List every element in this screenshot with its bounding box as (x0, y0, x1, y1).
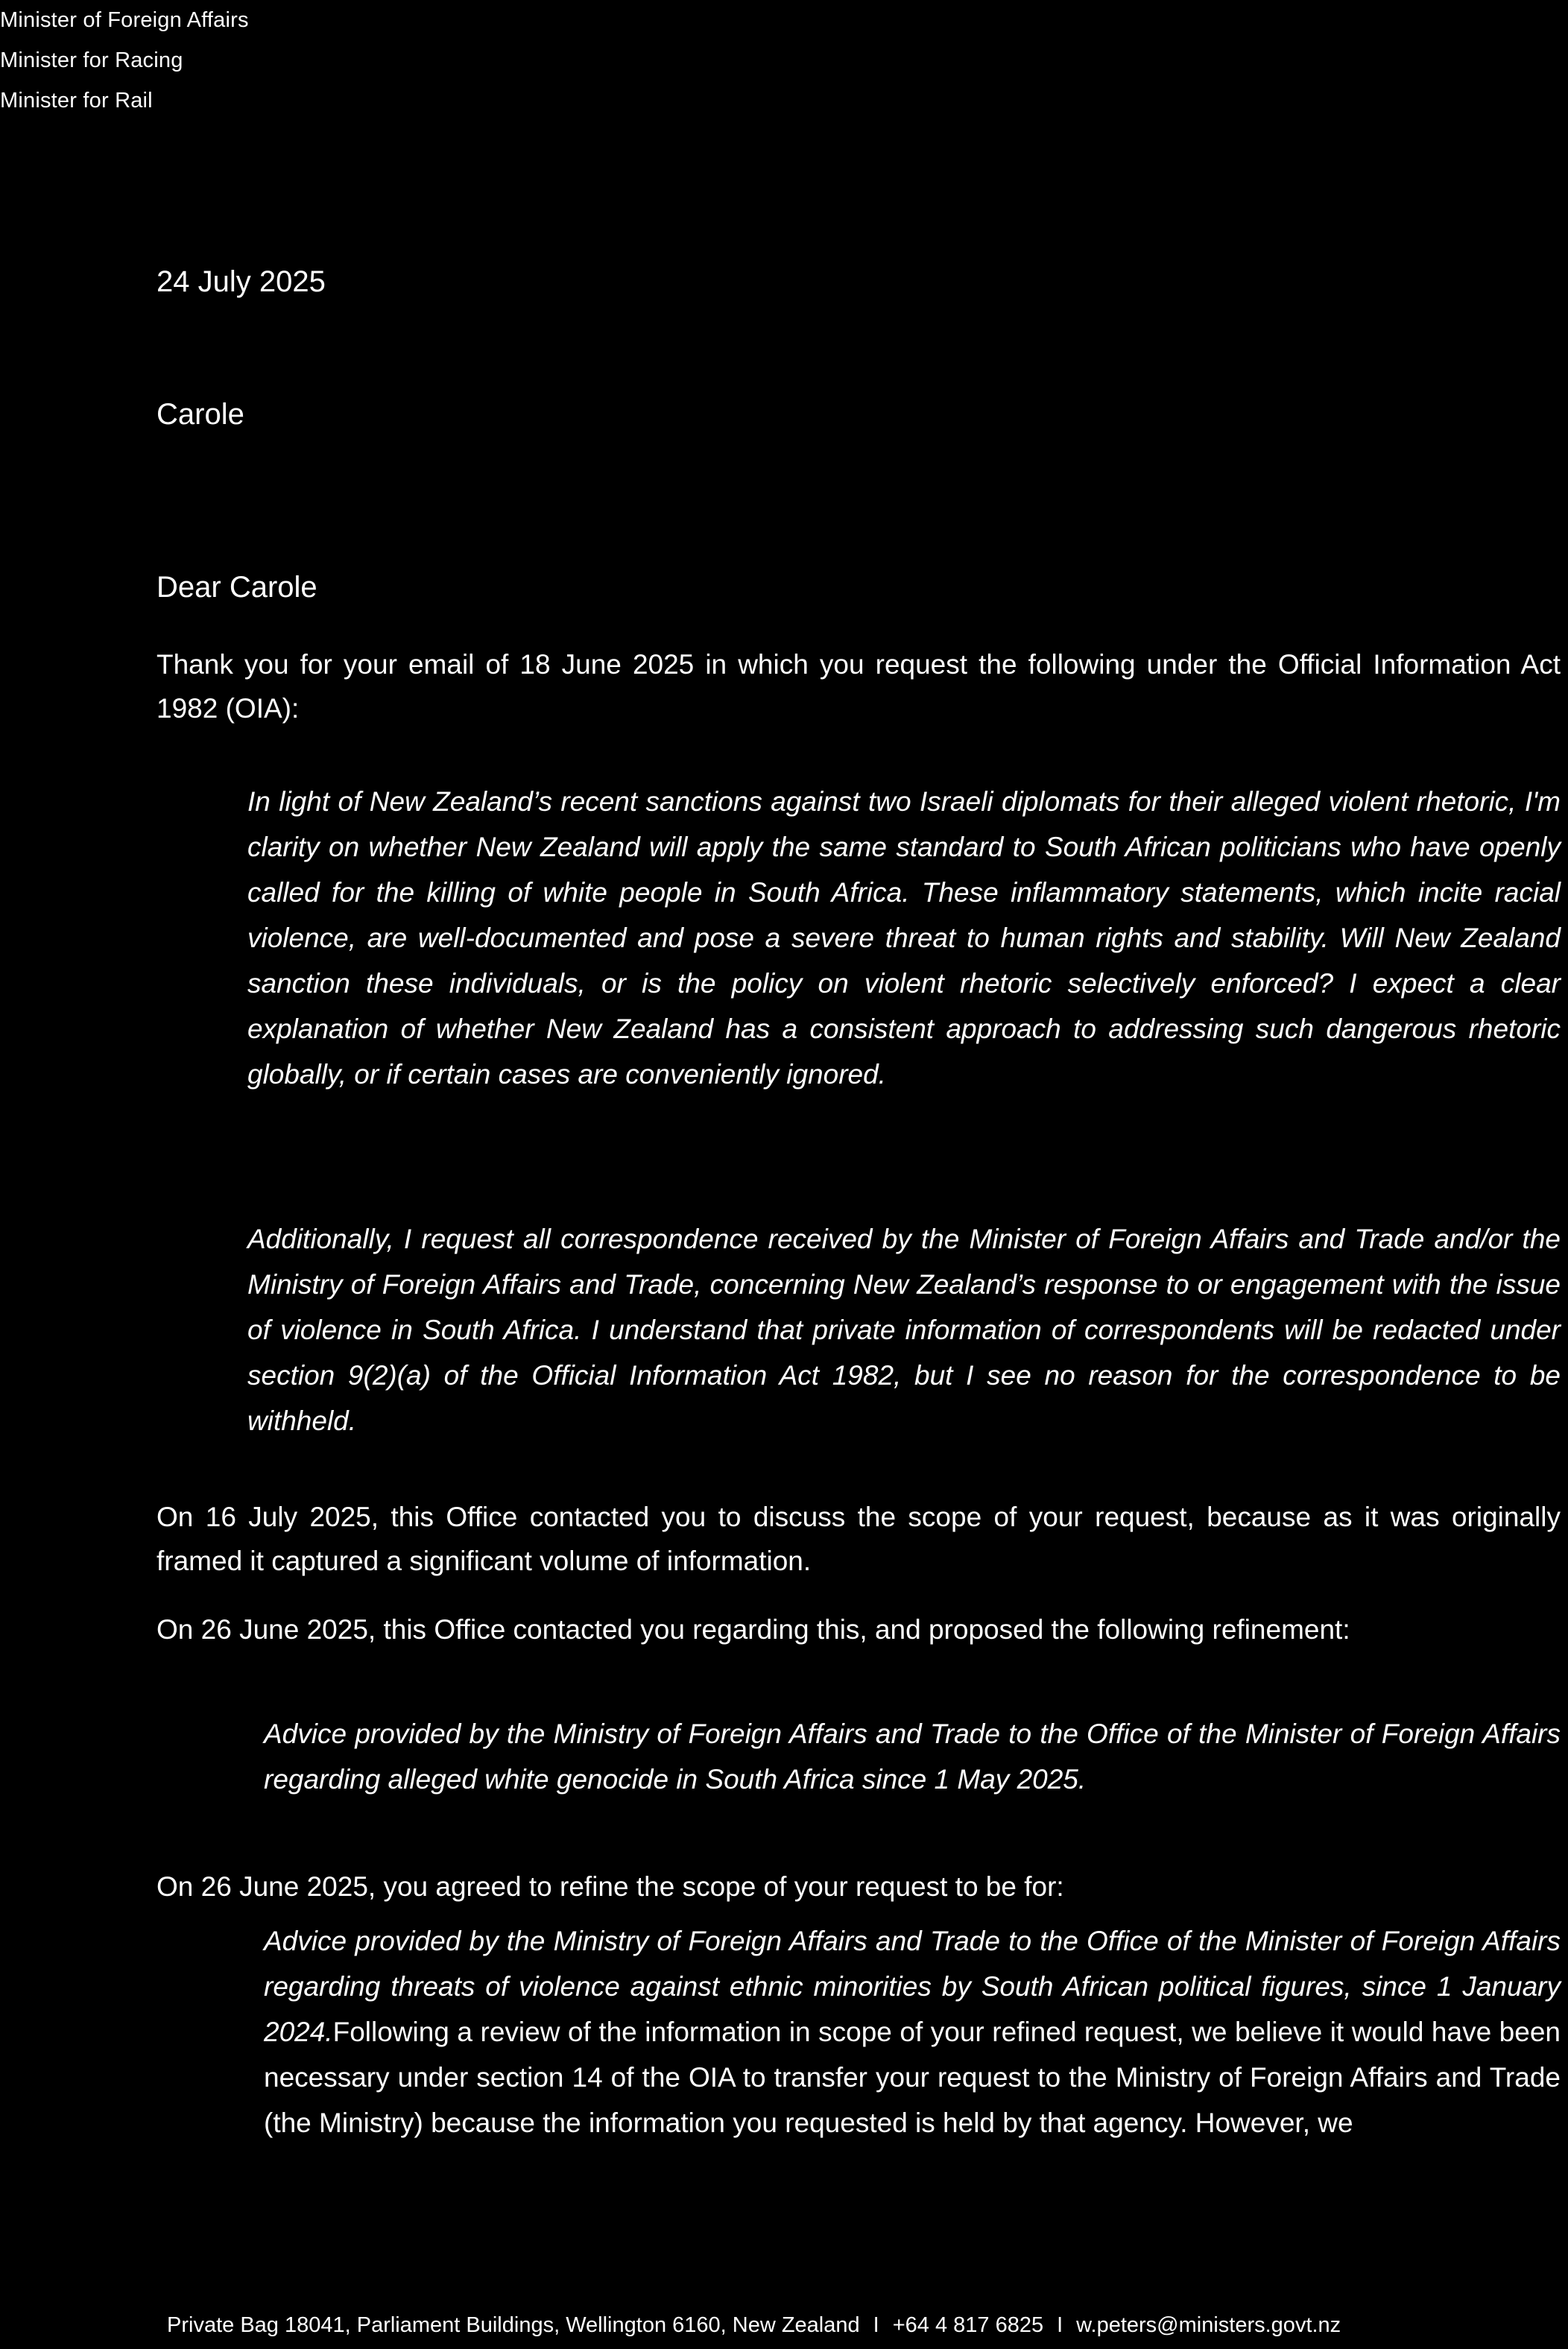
footer-separator: I (1057, 2313, 1063, 2337)
letterhead-role-foreign-affairs: Minister of Foreign Affairs (0, 8, 249, 32)
paragraph-request-intro: Thank you for your email of 18 June 2025 in which you request the following under the Official Information Act 1982 (OIA): (157, 649, 1561, 724)
agreed-scope-text: Advice provided by the Ministry of Foreign Affairs and Trade to the Office of the Minister of Foreign Affairs regarding threats of violence against ethnic minorities by South African political figures, since 1 January 2024. (264, 1926, 1561, 2047)
letter-date: 24 July 2025 (157, 265, 326, 298)
letter-recipient: Carole (157, 398, 244, 431)
quote-agreed-scope (264, 1918, 1561, 2146)
letterhead-role-racing: Minister for Racing (0, 48, 183, 72)
letter-salutation: Dear Carole (157, 571, 317, 604)
paragraph-review-outcome: Following a review of the information in scope of your refined request, we believe it would have been necessary under section 14 of the OIA to transfer your request to the Ministry of Foreign Affairs and Trade (the Ministry) because the information you requested is held by that agency. However, we (264, 2017, 1561, 2138)
footer-separator: I (873, 2313, 879, 2337)
quote-additional-request: Additionally, I request all correspondence received by the Minister of Foreign Affairs and Trade and/or the Ministry of Foreign Affairs and Trade, concerning New Zealand’s response to or engagement with the issue of violence in South Africa. I understand that private information of correspondents will be redacted under section 9(2)(a) of the Official Information Act 1982, but I see no reason for the correspondence to be withheld. (247, 1224, 1561, 1436)
footer (167, 2313, 1341, 2338)
footer-email: w.peters@ministers.govt.nz (1076, 2313, 1341, 2337)
quote-original-request: In light of New Zealand’s recent sanctions against two Israeli diplomats for their alleged violent rhetoric, I'm clarity on whether New Zealand will apply the same standard to South African politicians who have openly called for the killing of white people in South Africa. These inflammatory statements, which incite racial violence, are well-documented and pose a severe threat to human rights and stability. Will New Zealand sanction these individuals, or is the policy on violent rhetoric selectively enforced? I expect a clear explanation of whether New Zealand has a consistent approach to addressing such dangerous rhetoric globally, or if certain cases are conveniently ignored. (247, 786, 1561, 1090)
footer-phone: +64 4 817 6825 (892, 2313, 1044, 2337)
letterhead-role-rail: Minister for Rail (0, 89, 153, 113)
paragraph-agreed-scope: On 26 June 2025, you agreed to refine the scope of your request to be for: (157, 1871, 1064, 1902)
letterhead (0, 0, 249, 121)
footer-address: Private Bag 18041, Parliament Buildings, Wellington 6160, New Zealand (167, 2313, 860, 2337)
quote-proposed-refinement: Advice provided by the Ministry of Foreign Affairs and Trade to the Office of the Minister of Foreign Affairs regarding alleged white genocide in South Africa since 1 May 2025. (264, 1719, 1561, 1795)
paragraph-scope-contact: On 16 July 2025, this Office contacted you to discuss the scope of your request, because as it was originally framed it captured a significant volume of information. (157, 1502, 1561, 1576)
paragraph-proposed-refinement: On 26 June 2025, this Office contacted you regarding this, and proposed the following refinement: (157, 1614, 1350, 1645)
